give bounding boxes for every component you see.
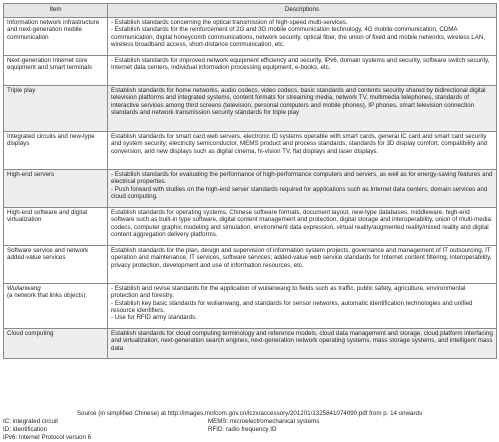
item-cell: High-end software and digital virtualization [4,208,108,246]
description-cell: Establish standards for home networks, audio codecs, video codecs, basic standards and contents security shared by bidirectional digital television platforms and integrated systems, content formats for streaming media, network TV, multimedia telephones, standards of interactive services among third screens (television, personal computers and mobile phones), IP phones, smart television connection standards and network transmission security standards for triple play [108,86,497,132]
description-cell: - Establish standards for improved network equipment efficiency and security, IPv6, domain systems and security, software switch security, Internet data centers, individual information processing equipment, e-books, etc. [108,56,497,86]
header-descriptions: Descriptions [108,4,497,18]
table-row [4,329,497,359]
header-item: Item [4,4,108,18]
table-header-row [4,4,497,18]
description-cell: Establish standards for smart card web servers, electronic ID systems operable with smart cards, general IC card and smart card security and system security; electricity semiconductor, MEMS product and process standards; standards for 3D display comfort, compatibility and conversion, and new displays such as digital cinema, hi-vision TV, flat displays and laser displays. [108,132,497,170]
source-note: Source (in simplified Chinese) at http://images.mofcom.gov.cn/lczx/accessory/201201/1325841074090.pdf from p. 14 onwards [76,410,423,417]
description-cell: Establish standards for operating systems, Chinese software formats, document layout, new-type databases, middleware, high-end software such as built-in type software, digital content management and protection, digital storage and interoperability, union of multi-media codecs, computer graphic modeling and simulation, environment data expression, virtual reality/augmented reality/mixed reality and digital content aggregation delivery platforms. [108,208,497,246]
description-cell: Establish standards for cloud computing terminology and reference models, cloud data management and storage, cloud platform interfacing and virtualization, next-generation search engines, next-generation network operating systems, mass storage systems, and intelligent mass data [108,329,497,359]
description-cell [108,18,497,56]
abbreviation-id: ID: identification [3,426,48,433]
item-cell [4,284,108,329]
table-row [4,246,497,284]
item-cell: Software service and network added-value services [4,246,108,284]
abbreviation-ipv6: IPv6: Internet Protocol version 6 [3,434,92,441]
table-row [4,18,497,56]
item-cell: Integrated circuits and new-type displays [4,132,108,170]
table-row [4,208,497,246]
description-line: - Establish standards concerning the optical transmission of high-speed multi-services. - Establish standards for the reinforcement of 2G and 3G mobile communication technology, 4G mobile communication, CDMA communication, digital honeycomb communications, network security, optical fiber, the union of fixed and mobile networks, wireless LAN, wireless broadband access, short-distance communication, etc. [111,19,486,48]
table-row [4,284,497,329]
item-cell: High-end servers [4,170,108,208]
table-row [4,170,497,208]
item-cell: Information network infrastructure and next-generation mobile communication [4,18,108,56]
description-cell: Establish standards for the plan, design and supervision of information system projects, governance and management of IT outsourcing, IT operation and maintenance, IT services, software services; added-value web service standards for Internet content filtering, interoperability, privacy protection, development and use of information resources, etc. [108,246,497,284]
table-row [4,56,497,86]
abbreviation-rfid: RFID: radio frequency ID [208,426,277,433]
description-cell: - Establish and revise standards for the application of wulianwang to fields such as traffic, public safety, agriculture, environmental protection and forestry. - Establish key basic standards for wulianwang, and standards for sensor networks, automatic identification technologies and unified resource identifiers. - Use for RFID army standards. [108,284,497,329]
description-cell: - Establish standards for evaluating the performance of high-performance computers and servers, as well as for energy-saving features and electrical properties. - Push forward with studies on the high-end server standards required for applications such as Internet data centers, domain services and cloud computing. [108,170,497,208]
abbreviation-ic: IC: integrated circuit [3,418,59,425]
item-cell: Triple play [4,86,108,132]
item-subtitle: (a network that links objects): [7,292,88,300]
table-row [4,132,497,170]
standards-table [3,3,497,359]
item-cell: Next-generation Internet core equipment and smart terminals [4,56,108,86]
table-row [4,86,497,132]
item-cell: Cloud computing [4,329,108,359]
abbreviation-mems: MEMS: microelectromechanical systems [208,418,320,425]
item-emphasis: Wulianwang [7,285,41,292]
